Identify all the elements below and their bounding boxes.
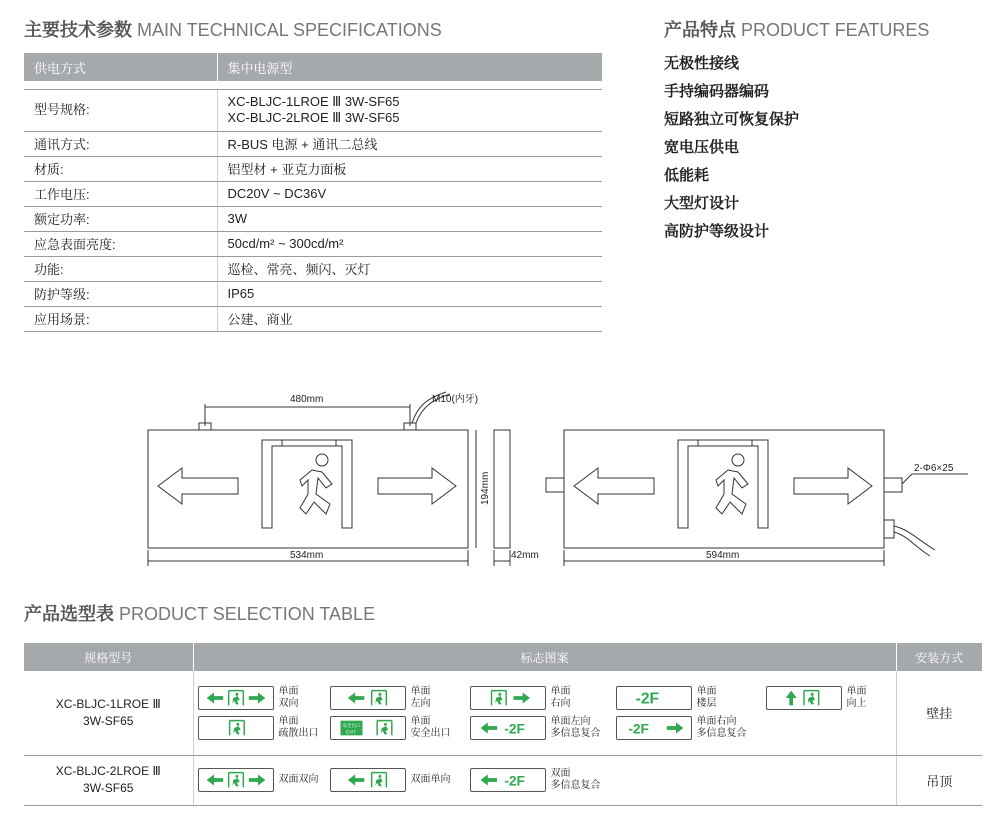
sign-label: 单面 向上 <box>846 685 867 709</box>
features-list <box>664 50 799 246</box>
sign-item <box>330 768 470 792</box>
svg-text:EXIT: EXIT <box>345 729 356 735</box>
svg-text:安全出口: 安全出口 <box>341 722 361 728</box>
spec-label: 应急表面亮度: <box>24 231 217 256</box>
left-man-right-sign-icon <box>198 686 274 710</box>
sign-item <box>470 686 616 710</box>
dim-194-label: 194mm <box>480 471 491 505</box>
feature-item: 无极性接线 <box>664 55 740 72</box>
spec-value: 3W <box>217 206 602 231</box>
dimension-drawing-svg <box>0 380 1000 580</box>
selection-title-en: PRODUCT SELECTION TABLE <box>119 604 376 624</box>
spec-label: 工作电压: <box>24 181 217 206</box>
spec-title-en: MAIN TECHNICAL SPECIFICATIONS <box>137 20 442 40</box>
spec-value: R-BUS 电源 + 通讯二总线 <box>217 131 602 156</box>
feature-item: 宽电压供电 <box>664 139 740 156</box>
spec-header-type: 集中电源型 <box>217 53 602 81</box>
spec-label: 额定功率: <box>24 206 217 231</box>
svg-text:-2F: -2F <box>503 773 525 789</box>
selection-title-cn: 产品选型表 <box>24 604 114 624</box>
spec-row <box>24 306 602 331</box>
sel-mount: 吊顶 <box>896 755 982 805</box>
sign-grid <box>198 768 892 792</box>
spec-row <box>24 89 602 131</box>
spec-section-title <box>24 16 442 42</box>
spec-label: 功能: <box>24 256 217 281</box>
spec-label: 通讯方式: <box>24 131 217 156</box>
2f-right-sign-icon <box>616 716 692 740</box>
feature-item: 低能耗 <box>664 167 710 184</box>
selection-row <box>24 671 982 755</box>
dim-594-label: 594mm <box>706 550 740 561</box>
door-only-sign-icon <box>198 716 274 740</box>
left-door-sign-icon <box>330 686 406 710</box>
svg-text:-2F: -2F <box>627 721 649 737</box>
spec-label: 防护等级: <box>24 281 217 306</box>
dim-534-label: 534mm <box>290 550 324 561</box>
sign-item <box>616 686 766 710</box>
spec-label: 型号规格: <box>24 89 217 131</box>
spec-value: DC20V ~ DC36V <box>217 181 602 206</box>
selection-section-title <box>24 600 375 626</box>
sign-label: 单面 疏散出口 <box>278 715 319 739</box>
spec-table <box>24 53 602 332</box>
sel-model: XC-BLJC-2LROE Ⅲ 3W-SF65 <box>24 755 193 805</box>
left-2f-sign-icon <box>470 716 546 740</box>
door-right-sign-icon <box>470 686 546 710</box>
spec-row <box>24 256 602 281</box>
spec-row <box>24 156 602 181</box>
sign-label: 单面右向 多信息复合 <box>696 715 747 739</box>
sign-label: 单面左向 多信息复合 <box>550 715 601 739</box>
left-man-right-sign-icon <box>198 768 274 792</box>
sign-item <box>330 716 470 740</box>
sign-label: 单面 左向 <box>410 685 431 709</box>
sel-header-mount: 安装方式 <box>896 643 982 671</box>
sign-label: 单面 楼层 <box>696 685 717 709</box>
selection-table <box>24 643 982 806</box>
floor-2f-sign-icon <box>616 686 692 710</box>
spec-value: XC-BLJC-1LROE Ⅲ 3W-SF65 XC-BLJC-2LROE Ⅲ 3W-SF65 <box>217 89 602 131</box>
sel-signs-cell <box>193 671 896 755</box>
sign-item <box>470 716 616 740</box>
dim-480-label: 480mm <box>290 394 324 405</box>
sign-item <box>616 716 766 740</box>
spec-label: 应用场景: <box>24 306 217 331</box>
spec-value: 50cd/m² ~ 300cd/m² <box>217 231 602 256</box>
sign-item <box>198 768 330 792</box>
spec-title-cn: 主要技术参数 <box>24 20 132 40</box>
dim-m10-label: M10(内牙) <box>432 394 479 405</box>
sign-grid <box>198 686 892 740</box>
dim-42-label: 42mm <box>511 550 539 561</box>
sign-label: 双面 多信息复合 <box>550 768 601 791</box>
sel-model: XC-BLJC-1LROE Ⅲ 3W-SF65 <box>24 671 193 755</box>
features-section-title <box>664 16 929 42</box>
sign-item <box>470 768 616 792</box>
sign-label: 单面 双向 <box>278 685 299 709</box>
features-title-cn: 产品特点 <box>664 20 736 40</box>
spec-value: 巡检、常亮、频闪、灭灯 <box>217 256 602 281</box>
spec-value: 公建、商业 <box>217 306 602 331</box>
selection-row <box>24 755 982 805</box>
dim-hole-label: 2-Φ6×25 <box>914 463 954 474</box>
sign-item <box>766 686 876 710</box>
spec-value: 铝型材 + 亚克力面板 <box>217 156 602 181</box>
feature-item: 短路独立可恢复保护 <box>664 111 800 128</box>
sign-item <box>198 716 330 740</box>
spec-value: IP65 <box>217 281 602 306</box>
svg-text:-2F: -2F <box>503 721 525 737</box>
sign-label: 双面单向 <box>410 774 451 785</box>
spec-row <box>24 206 602 231</box>
spec-label: 材质: <box>24 156 217 181</box>
left-2f-sign-icon <box>470 768 546 792</box>
sel-mount: 壁挂 <box>896 671 982 755</box>
safety-exit-sign-icon <box>330 716 406 740</box>
feature-item: 高防护等级设计 <box>664 223 770 240</box>
sign-label: 单面 右向 <box>550 685 571 709</box>
feature-item: 大型灯设计 <box>664 195 740 212</box>
sign-item <box>198 686 330 710</box>
spec-row <box>24 181 602 206</box>
sign-label: 双面双向 <box>278 774 319 785</box>
spec-header-power: 供电方式 <box>24 53 217 81</box>
spec-row <box>24 231 602 256</box>
svg-text:-2F: -2F <box>635 690 659 708</box>
sel-header-model: 规格型号 <box>24 643 193 671</box>
sel-header-signs: 标志图案 <box>193 643 896 671</box>
up-door-sign-icon <box>766 686 842 710</box>
sel-signs-cell <box>193 755 896 805</box>
sign-item <box>330 686 470 710</box>
dimension-drawings <box>0 380 1000 580</box>
features-title-en: PRODUCT FEATURES <box>741 20 930 40</box>
left-door-sign-icon <box>330 768 406 792</box>
feature-item: 手持编码器编码 <box>664 83 770 100</box>
sign-label: 单面 安全出口 <box>410 715 451 739</box>
spec-row <box>24 281 602 306</box>
spec-row <box>24 131 602 156</box>
